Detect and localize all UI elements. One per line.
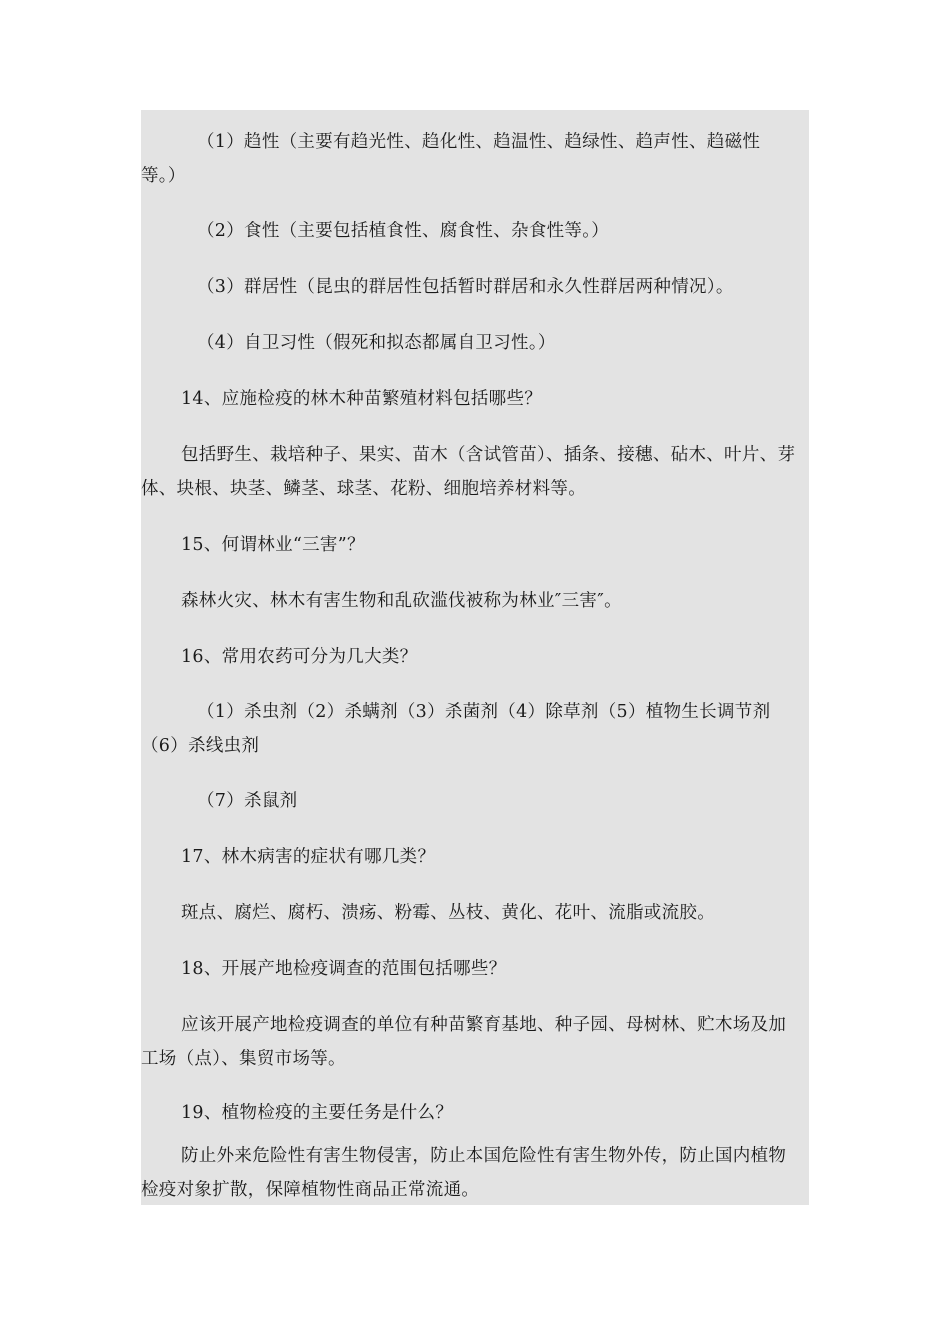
paragraph-self-defense: （4）自卫习性（假死和拟态都属自卫习性。） [197, 333, 556, 353]
answer-16-part-1: （1）杀虫剂（2）杀螨剂（3）杀菌剂（4）除草剂（5）植物生长调节剂（6）杀线虫剂 [141, 702, 771, 756]
question-17: 17、林木病害的症状有哪几类？ [181, 847, 436, 867]
question-19: 19、植物检疫的主要任务是什么？ [181, 1103, 454, 1123]
answer-17: 斑点、腐烂、腐朽、溃疡、粉霉、丛枝、黄化、花叶、流脂或流胶。 [181, 903, 715, 923]
answer-16-part-2: （7）杀鼠剂 [197, 791, 298, 811]
question-18: 18、开展产地检疫调查的范围包括哪些？ [181, 959, 507, 979]
answer-14: 包括野生、栽培种子、果实、苗木（含试管苗）、插条、接穗、砧木、叶片、芽体、块根、块茎、鳞茎、球茎、花粉、细胞培养材料等。 [141, 445, 796, 499]
answer-19: 防止外来危险性有害生物侵害，防止本国危险性有害生物外传，防止国内植物检疫对象扩散，保障植物性商品正常流通。 [141, 1146, 787, 1200]
paragraph-feeding: （2）食性（主要包括植食性、腐食性、杂食性等。） [197, 221, 610, 241]
answer-18: 应该开展产地检疫调查的单位有种苗繁育基地、种子园、母树林、贮木场及加工场（点）、集贸市场等。 [141, 1015, 787, 1069]
paragraph-taxis: （1）趋性（主要有趋光性、趋化性、趋温性、趋绿性、趋声性、趋磁性等。） [141, 132, 761, 186]
question-16: 16、常用农药可分为几大类？ [181, 647, 418, 667]
paragraph-gregarious: （3）群居性（昆虫的群居性包括暂时群居和永久性群居两种情况）。 [197, 277, 734, 297]
question-14: 14、应施检疫的林木种苗繁殖材料包括哪些？ [181, 389, 543, 409]
answer-15: 森林火灾、林木有害生物和乱砍滥伐被称为林业″三害″。 [181, 591, 622, 611]
question-15: 15、何谓林业“三害”？ [181, 535, 365, 555]
